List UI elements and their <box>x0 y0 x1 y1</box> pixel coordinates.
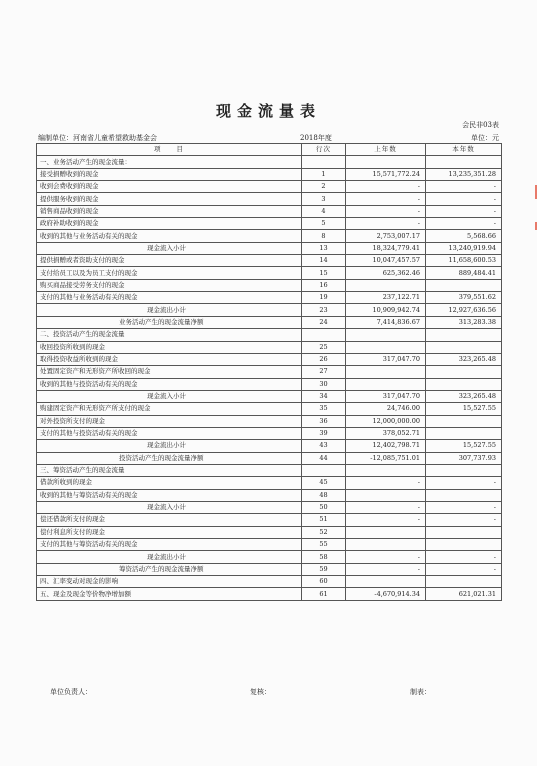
row-line-number: 27 <box>302 366 346 378</box>
row-prev-year: - <box>346 563 426 575</box>
row-line-number: 24 <box>302 316 346 328</box>
row-item: 四、汇率变动对现金的影响 <box>37 576 302 588</box>
row-item: 取得投资收益所收到的现金 <box>37 353 302 365</box>
row-item: 借款所收到的现金 <box>37 477 302 489</box>
table-row <box>37 353 502 365</box>
row-line-number: 55 <box>302 539 346 551</box>
row-prev-year <box>346 341 426 353</box>
table-row <box>37 292 502 304</box>
row-curr-year: 323,265.48 <box>426 390 502 402</box>
row-prev-year: 317,047.70 <box>346 390 426 402</box>
row-prev-year: - <box>346 193 426 205</box>
form-code: 会民非03表 <box>462 121 499 129</box>
header-prev-year: 上年数 <box>346 144 426 156</box>
row-item: 处置固定资产和无形资产所收回的现金 <box>37 366 302 378</box>
table-row <box>37 168 502 180</box>
row-line-number: 25 <box>302 341 346 353</box>
table-row <box>37 279 502 291</box>
row-item: 偿还借款所支付的现金 <box>37 514 302 526</box>
currency-unit: 单位：元 <box>471 134 499 142</box>
table-row <box>37 193 502 205</box>
row-curr-year: 13,240,919.94 <box>426 242 502 254</box>
row-curr-year: 313,283.38 <box>426 316 502 328</box>
row-line-number: 35 <box>302 403 346 415</box>
table-row <box>37 267 502 279</box>
row-curr-year: - <box>426 477 502 489</box>
row-prev-year: 24,746.00 <box>346 403 426 415</box>
row-line-number: 48 <box>302 489 346 501</box>
row-curr-year <box>426 464 502 476</box>
row-item: 三、筹资活动产生的现金流量 <box>37 464 302 476</box>
row-item: 对外投资所支付的现金 <box>37 415 302 427</box>
report-year: 2018年度 <box>300 134 332 142</box>
table-row <box>37 181 502 193</box>
table-row <box>37 539 502 551</box>
row-prev-year: - <box>346 218 426 230</box>
table-row <box>37 440 502 452</box>
row-line-number: 36 <box>302 415 346 427</box>
row-item: 收回投资所收到的现金 <box>37 341 302 353</box>
header-curr-year: 本年数 <box>426 144 502 156</box>
row-curr-year <box>426 329 502 341</box>
header-line: 行次 <box>302 144 346 156</box>
row-curr-year: 15,527.55 <box>426 403 502 415</box>
row-line-number: 4 <box>302 205 346 217</box>
row-prev-year <box>346 489 426 501</box>
row-curr-year <box>426 279 502 291</box>
row-item: 支付的其他与投资活动有关的现金 <box>37 427 302 439</box>
table-row <box>37 205 502 217</box>
row-prev-year <box>346 539 426 551</box>
row-prev-year: 12,000,000.00 <box>346 415 426 427</box>
row-prev-year: 15,571,772.24 <box>346 168 426 180</box>
row-item: 收到的其他与投资活动有关的现金 <box>37 378 302 390</box>
row-item: 购建固定资产和无形资产所支付的现金 <box>37 403 302 415</box>
row-curr-year: - <box>426 181 502 193</box>
row-prev-year <box>346 329 426 341</box>
table-row <box>37 366 502 378</box>
row-prev-year: 625,362.46 <box>346 267 426 279</box>
row-prev-year: 237,122.71 <box>346 292 426 304</box>
row-line-number: 52 <box>302 526 346 538</box>
row-prev-year <box>346 526 426 538</box>
table-row <box>37 501 502 513</box>
row-line-number: 14 <box>302 255 346 267</box>
row-prev-year <box>346 378 426 390</box>
row-item: 一、业务活动产生的现金流量： <box>37 156 302 168</box>
row-prev-year <box>346 464 426 476</box>
table-row <box>37 427 502 439</box>
row-line-number: 26 <box>302 353 346 365</box>
row-line-number: 60 <box>302 576 346 588</box>
table-row <box>37 242 502 254</box>
row-line-number: 15 <box>302 267 346 279</box>
row-curr-year: - <box>426 205 502 217</box>
row-curr-year: - <box>426 218 502 230</box>
footer-review: 复核： <box>250 688 271 696</box>
row-curr-year: 323,265.48 <box>426 353 502 365</box>
row-prev-year: 10,047,457.57 <box>346 255 426 267</box>
row-prev-year: 378,052.71 <box>346 427 426 439</box>
row-item: 现金流入小计 <box>37 501 302 513</box>
table-row <box>37 452 502 464</box>
row-curr-year <box>426 156 502 168</box>
row-curr-year: - <box>426 193 502 205</box>
row-curr-year: - <box>426 551 502 563</box>
row-item: 收到会费收到的现金 <box>37 181 302 193</box>
table-row <box>37 489 502 501</box>
row-line-number: 61 <box>302 588 346 600</box>
row-curr-year <box>426 378 502 390</box>
row-prev-year: -4,670,914.34 <box>346 588 426 600</box>
row-prev-year <box>346 366 426 378</box>
row-curr-year: 15,527.55 <box>426 440 502 452</box>
row-curr-year <box>426 341 502 353</box>
row-curr-year <box>426 526 502 538</box>
table-row <box>37 378 502 390</box>
table-row <box>37 415 502 427</box>
row-line-number: 34 <box>302 390 346 402</box>
table-row <box>37 316 502 328</box>
table-row <box>37 218 502 230</box>
row-curr-year: 889,484.41 <box>426 267 502 279</box>
table-row <box>37 563 502 575</box>
row-line-number: 30 <box>302 378 346 390</box>
row-curr-year: 621,021.31 <box>426 588 502 600</box>
row-curr-year <box>426 366 502 378</box>
row-line-number: 19 <box>302 292 346 304</box>
row-line-number: 51 <box>302 514 346 526</box>
row-prev-year <box>346 576 426 588</box>
table-row <box>37 526 502 538</box>
row-line-number: 59 <box>302 563 346 575</box>
row-curr-year <box>426 489 502 501</box>
row-prev-year: - <box>346 501 426 513</box>
row-item: 销售商品收到的现金 <box>37 205 302 217</box>
row-curr-year: 379,551.62 <box>426 292 502 304</box>
row-item: 支付的其他与业务活动有关的现金 <box>37 292 302 304</box>
row-prev-year: - <box>346 181 426 193</box>
row-line-number: 2 <box>302 181 346 193</box>
table-row <box>37 588 502 600</box>
table-header-row <box>37 144 502 156</box>
row-item: 现金流出小计 <box>37 304 302 316</box>
row-item: 支付给员工以及为员工支付的现金 <box>37 267 302 279</box>
row-line-number <box>302 464 346 476</box>
row-line-number: 43 <box>302 440 346 452</box>
row-line-number: 50 <box>302 501 346 513</box>
row-curr-year: 12,927,636.56 <box>426 304 502 316</box>
row-line-number: 1 <box>302 168 346 180</box>
row-item: 支付的其他与筹资活动有关的现金 <box>37 539 302 551</box>
row-line-number: 45 <box>302 477 346 489</box>
table-row <box>37 551 502 563</box>
table-row <box>37 230 502 242</box>
row-line-number: 23 <box>302 304 346 316</box>
table-row <box>37 390 502 402</box>
row-line-number: 13 <box>302 242 346 254</box>
row-item: 现金流出小计 <box>37 551 302 563</box>
row-item: 筹资活动产生的现金流量净额 <box>37 563 302 575</box>
table-row <box>37 255 502 267</box>
table-row <box>37 403 502 415</box>
row-item: 收到的其他与业务活动有关的现金 <box>37 230 302 242</box>
row-item: 现金流入小计 <box>37 242 302 254</box>
row-curr-year <box>426 427 502 439</box>
row-curr-year: 11,658,600.53 <box>426 255 502 267</box>
row-prev-year: 317,047.70 <box>346 353 426 365</box>
row-curr-year: 13,235,351.28 <box>426 168 502 180</box>
row-curr-year: 307,737.93 <box>426 452 502 464</box>
row-prev-year: 10,909,942.74 <box>346 304 426 316</box>
table-row <box>37 156 502 168</box>
table-row <box>37 304 502 316</box>
row-prev-year: - <box>346 551 426 563</box>
row-curr-year: - <box>426 563 502 575</box>
row-curr-year <box>426 415 502 427</box>
table-row <box>37 576 502 588</box>
row-prev-year: 18,324,779.41 <box>346 242 426 254</box>
row-line-number <box>302 329 346 341</box>
page-title: 现金流量表 <box>215 102 321 120</box>
row-item: 现金流出小计 <box>37 440 302 452</box>
row-item: 投资活动产生的现金流量净额 <box>37 452 302 464</box>
row-curr-year <box>426 576 502 588</box>
row-curr-year: - <box>426 501 502 513</box>
row-item: 现金流入小计 <box>37 390 302 402</box>
row-curr-year: - <box>426 514 502 526</box>
table-row <box>37 514 502 526</box>
row-item: 提供捐赠或者资助支付的现金 <box>37 255 302 267</box>
row-prev-year: 7,414,836.67 <box>346 316 426 328</box>
row-prev-year: - <box>346 477 426 489</box>
table-row <box>37 341 502 353</box>
row-prev-year: - <box>346 205 426 217</box>
table-row <box>37 464 502 476</box>
cash-flow-table <box>36 143 502 601</box>
row-item: 政府补助收到的现金 <box>37 218 302 230</box>
table-row <box>37 329 502 341</box>
row-prev-year: 2,753,007.17 <box>346 230 426 242</box>
row-line-number: 44 <box>302 452 346 464</box>
org-name: 编制单位：河南省儿童希望救助基金会 <box>38 134 157 142</box>
row-curr-year: 5,568.66 <box>426 230 502 242</box>
row-prev-year: -12,085,751.01 <box>346 452 426 464</box>
row-line-number: 3 <box>302 193 346 205</box>
row-item: 提供服务收到的现金 <box>37 193 302 205</box>
row-item: 五、现金及现金等价物净增加额 <box>37 588 302 600</box>
row-prev-year <box>346 279 426 291</box>
row-line-number: 16 <box>302 279 346 291</box>
row-line-number: 58 <box>302 551 346 563</box>
row-line-number <box>302 156 346 168</box>
row-line-number: 8 <box>302 230 346 242</box>
row-item: 收到的其他与筹资活动有关的现金 <box>37 489 302 501</box>
row-item: 偿付利息所支付的现金 <box>37 526 302 538</box>
row-item: 接受捐赠收到的现金 <box>37 168 302 180</box>
footer-prepare: 制表： <box>410 688 431 696</box>
row-curr-year <box>426 539 502 551</box>
row-item: 业务活动产生的现金流量净额 <box>37 316 302 328</box>
table-row <box>37 477 502 489</box>
row-prev-year <box>346 156 426 168</box>
row-prev-year: - <box>346 514 426 526</box>
row-prev-year: 12,402,798.71 <box>346 440 426 452</box>
row-item: 二、投资活动产生的现金流量 <box>37 329 302 341</box>
row-line-number: 39 <box>302 427 346 439</box>
footer-head: 单位负责人： <box>50 688 92 696</box>
row-line-number: 5 <box>302 218 346 230</box>
header-item: 项 目 <box>37 144 302 156</box>
row-item: 购买商品接受劳务支付的现金 <box>37 279 302 291</box>
